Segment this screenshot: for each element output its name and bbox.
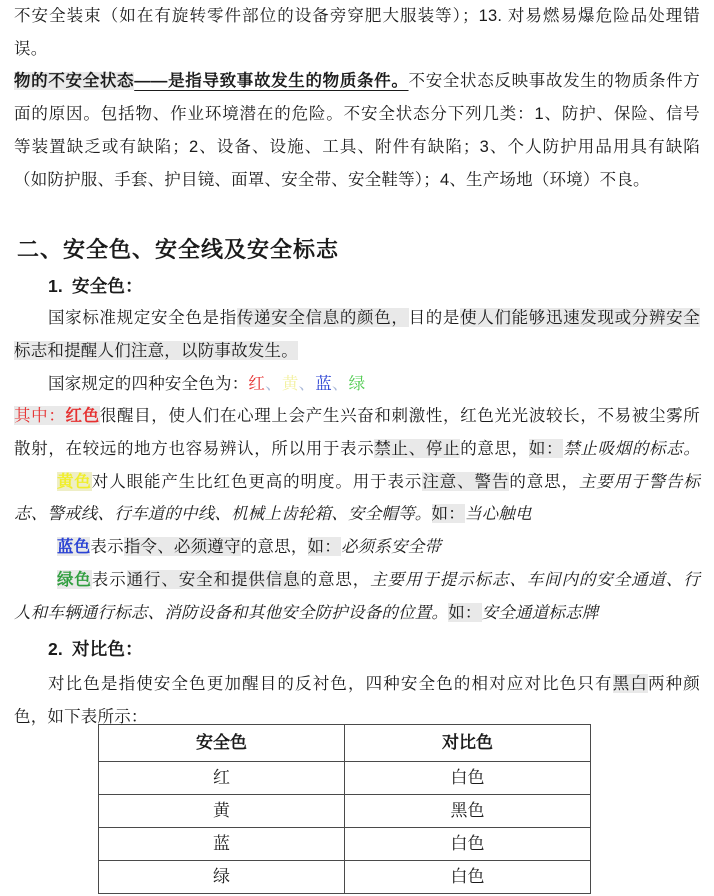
text-segment: 使人们能够迅速发现或分辨安全 bbox=[460, 308, 700, 328]
text-segment: 安全色： bbox=[72, 276, 143, 297]
text-segment: 国家标准规定安全色是指 bbox=[48, 308, 237, 328]
para-contrast-line1 bbox=[14, 668, 700, 701]
color-word-yellow: 黄 bbox=[281, 373, 299, 393]
para-green-line2 bbox=[14, 597, 700, 630]
text-segment: 对比色： bbox=[72, 639, 143, 660]
table-cell-contrast: 白色 bbox=[345, 827, 591, 860]
para-blue-line1 bbox=[14, 531, 700, 564]
color-word-blue: 蓝 bbox=[315, 373, 332, 393]
text-segment: 如： bbox=[528, 439, 564, 459]
para-unsafe-state-line4 bbox=[14, 164, 700, 197]
text-segment: 指令、必须遵守 bbox=[123, 537, 241, 557]
term-unsafe-state: 物的不安全状态 bbox=[14, 72, 135, 91]
text-segment: 标志和提醒人们注意，以防事故发生。 bbox=[14, 340, 298, 360]
table-cell-contrast: 白色 bbox=[345, 761, 591, 794]
table-row bbox=[99, 860, 591, 893]
color-word-red: 红 bbox=[248, 373, 266, 393]
term-red: 红色 bbox=[65, 406, 100, 426]
text-segment: 人和车辆通行标志、消防设备和其他安全防护设备的位置。 bbox=[14, 602, 449, 622]
text-segment: 很醒目，使人们在心理上会产生兴奋和刺激性，红色光光波较长，不易被尘雾所 bbox=[99, 406, 700, 426]
table-row bbox=[99, 794, 591, 827]
text-segment: 不安全装束（如在有旋转零件部位的设备旁穿肥大服装等）；13. 对易燃易爆危险品处理错 bbox=[14, 7, 700, 25]
table-row bbox=[99, 761, 591, 794]
safety-color-table bbox=[98, 724, 591, 894]
text-segment: 误。 bbox=[14, 39, 48, 58]
table-row bbox=[99, 827, 591, 860]
text-segment: 如： bbox=[448, 602, 482, 622]
text-segment: 主要用于提示标志、车间内的安全通道、行 bbox=[370, 569, 700, 589]
term-blue: 蓝色 bbox=[57, 537, 91, 557]
para-unsafe-behavior-line1 bbox=[14, 0, 700, 33]
text-segment: 对比色是指使安全色更加醒目的反衬色，四种安全色的相对应对比色只有 bbox=[48, 674, 613, 694]
table-cell-contrast: 黑色 bbox=[345, 794, 591, 827]
para-safety-color-line2 bbox=[14, 335, 700, 368]
text-segment: 禁止、停止 bbox=[374, 439, 461, 459]
para-unsafe-behavior-line2 bbox=[14, 33, 700, 66]
section-title: 二、安全色、安全线及安全标志 bbox=[17, 237, 340, 263]
text-segment: 两种颜 bbox=[648, 674, 700, 694]
text-segment: （如防护服、手套、护目镜、面罩、安全带、安全鞋等）；4、生产场地（环境）不良。 bbox=[14, 170, 650, 189]
para-unsafe-state-line1 bbox=[14, 65, 700, 98]
subsection-safety-color bbox=[14, 270, 700, 302]
table-cell-color: 黄 bbox=[99, 794, 345, 827]
text-segment: 表示 bbox=[91, 569, 127, 589]
color-word-green: 绿 bbox=[348, 373, 366, 393]
text-segment: 必须系安全带 bbox=[340, 537, 442, 557]
table-header-safety-color: 安全色 bbox=[99, 724, 345, 761]
table-cell-color: 蓝 bbox=[99, 827, 345, 860]
text-segment: 国家规定的四种安全色为： bbox=[48, 373, 249, 393]
text-segment: 2. bbox=[48, 639, 63, 660]
term-yellow: 黄色 bbox=[57, 471, 92, 491]
text-segment: 不安全状态反映事故发生的物质条件方 bbox=[408, 72, 701, 91]
text-segment: 志、警戒线、行车道的中线、机械上齿轮箱、安全帽等。 bbox=[14, 504, 432, 524]
text-segment: 的意思， bbox=[460, 439, 529, 459]
para-four-colors bbox=[14, 368, 700, 401]
text-segment: 的意思， bbox=[240, 537, 308, 557]
text-segment: 、 bbox=[331, 373, 349, 393]
text-segment: 目的是 bbox=[408, 308, 461, 328]
table-cell-color: 绿 bbox=[99, 860, 345, 893]
text-segment: 传递安全信息的颜色， bbox=[236, 308, 409, 328]
text-segment: 的意思， bbox=[509, 471, 579, 491]
text-segment: 禁止吸烟的标志。 bbox=[563, 439, 701, 459]
text-segment: 当心触电 bbox=[464, 504, 532, 524]
text-segment: 安全通道标志牌 bbox=[481, 602, 599, 622]
table-cell-color: 红 bbox=[99, 761, 345, 794]
para-unsafe-state-line3 bbox=[14, 131, 700, 164]
text-segment: 色，如下表所示： bbox=[14, 706, 148, 726]
text-segment: 的意思， bbox=[300, 569, 371, 589]
text-segment: 通行、安全和提供信息 bbox=[126, 569, 301, 589]
section-heading bbox=[14, 234, 700, 266]
text-segment: 主要用于警告标 bbox=[578, 471, 700, 491]
table-header-row bbox=[99, 724, 591, 761]
para-yellow-line2 bbox=[14, 498, 700, 531]
text-segment: 如： bbox=[307, 537, 341, 557]
para-green-line1 bbox=[14, 564, 700, 597]
table-header-contrast-color: 对比色 bbox=[345, 724, 591, 761]
text-segment: 散射，在较远的地方也容易辨认，所以用于表示 bbox=[14, 439, 375, 459]
text-segment: 如： bbox=[431, 504, 465, 524]
document-body bbox=[14, 0, 700, 734]
para-safety-color-line1 bbox=[14, 302, 700, 335]
text-segment: 对人眼能产生比红色更高的明度。用于表示 bbox=[91, 471, 423, 491]
para-red-line1 bbox=[14, 400, 700, 433]
text-segment: 面的原因。包括物、作业环境潜在的危险。不安全状态分下列几类：1、防护、保险、信号 bbox=[14, 105, 700, 124]
para-unsafe-state-line2 bbox=[14, 98, 700, 131]
subsection-contrast-color bbox=[14, 633, 700, 665]
text-segment: 等装置缺乏或有缺陷；2、设备、设施、工具、附件有缺陷；3、个人防护用品用具有缺陷 bbox=[14, 137, 700, 156]
text-segment: 、 bbox=[298, 373, 316, 393]
text-segment: 表示 bbox=[90, 537, 124, 557]
para-red-line2 bbox=[14, 433, 700, 466]
text-segment: 其中： bbox=[14, 406, 66, 426]
para-yellow-line1 bbox=[14, 466, 700, 499]
table-cell-contrast: 白色 bbox=[345, 860, 591, 893]
text-segment: ——是指导致事故发生的物质条件。 bbox=[134, 72, 409, 91]
text-segment: 1. bbox=[48, 276, 63, 297]
text-segment: 、 bbox=[265, 373, 282, 393]
text-segment: 黑白 bbox=[612, 674, 648, 694]
term-green: 绿色 bbox=[57, 569, 92, 589]
text-segment: 注意、警告 bbox=[422, 471, 510, 491]
